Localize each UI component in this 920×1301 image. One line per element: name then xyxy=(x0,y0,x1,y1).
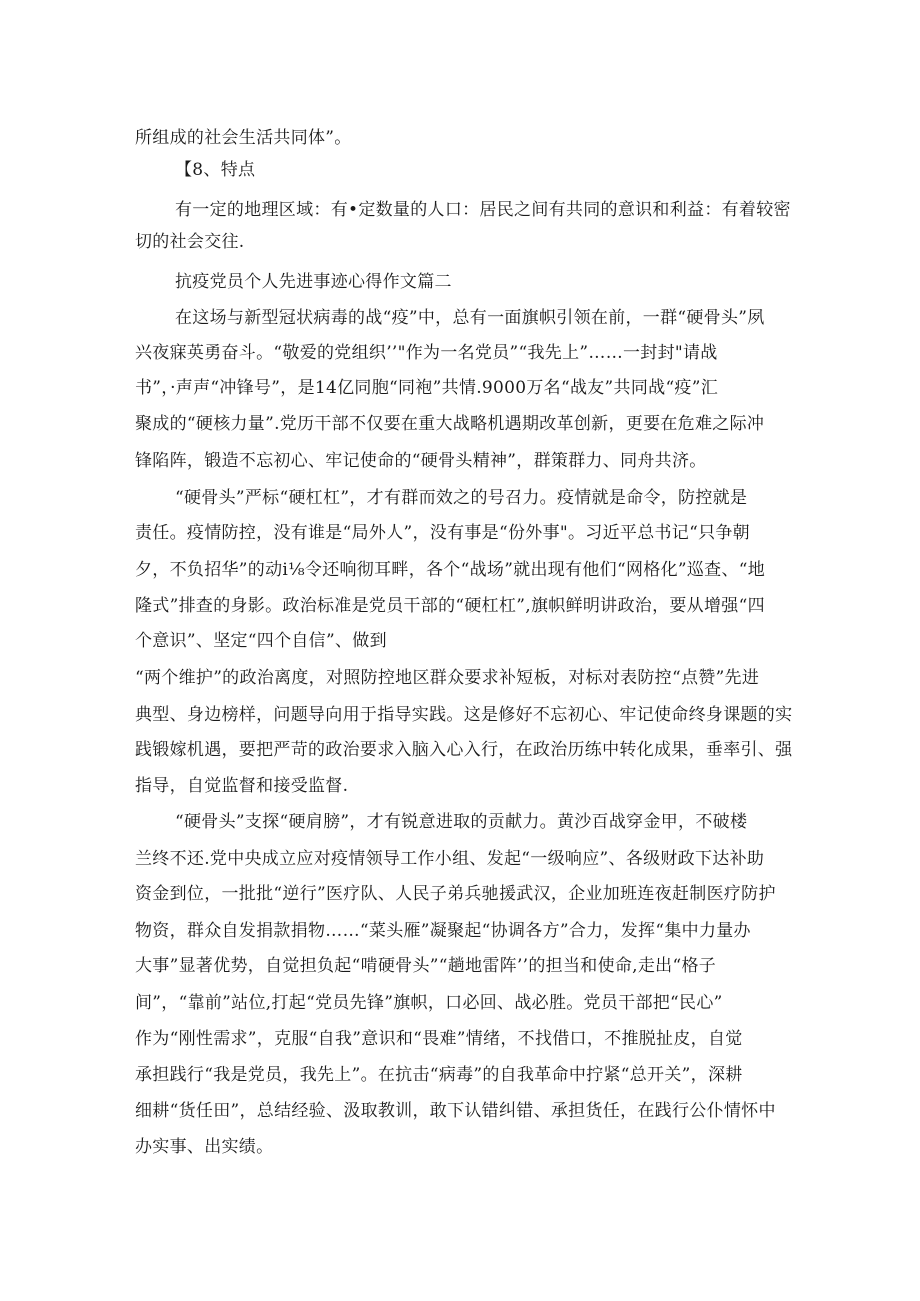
text-line: 责任。疫情防控，没有谁是“局外人”，没有事是“份外事"。习近平总书记“只争朝 xyxy=(135,523,750,543)
text-line: “硬骨头”严标“硬杠杠”，才有群而效之的号召力。疫情就是命令，防控就是 xyxy=(175,488,748,508)
text-line: 物资，群众自发捐款捐物……“菜头雁”凝聚起“协调各方”合力，发挥“集中力量办 xyxy=(135,921,751,941)
text-line: 聚成的“硬核力量”.党历干部不仅要在重大战略机遇期改革创新，更要在危难之际冲 xyxy=(135,414,765,434)
text-line: “两个维护”的政治离度，对照防控地区群众要求补短板，对标对表防控“点赞”先进 xyxy=(135,668,760,688)
text-line: 所组成的社会生活共同体”。 xyxy=(135,128,352,148)
text-line: 大事”显著优势，自觉担负起“啃硬骨头”“趟地雷阵’’的担当和使命,走出“格子 xyxy=(135,956,717,976)
text-line: 锋陷阵，锻造不忘初心、牢记使命的“硬骨头精神”，群策群力、同舟共济。 xyxy=(135,451,707,471)
text-line: “硬骨头”支探“硬肩膀”，才有锐意进取的贡献力。黄沙百战穿金甲，不破楼 xyxy=(175,812,748,832)
text-line: 资金到位，一批批“逆行”医疗队、人民子弟兵驰援武汉，企业加班连夜赶制医疗防护 xyxy=(135,884,776,904)
text-line: 典型、身边榜样，问题导向用于指导实践。这是修好不忘初心、牢记使命终身课题的实 xyxy=(135,705,793,725)
article-title: 抗疫党员个人先进事迹心得作文篇二 xyxy=(175,272,452,292)
text-line: 指导，自觉监督和接受监督. xyxy=(135,776,349,796)
text-line: 间”，“靠前”站位,打起“党员先锋”旗帜，口必回、战必胜。党员干部把“民心” xyxy=(135,993,723,1013)
text-line: 办实事、出实绩。 xyxy=(135,1137,274,1157)
text-line: 兰终不还.党中央成立应对疫情领导工作小组、发起“一级响应”、各级财政下达补助 xyxy=(135,849,765,869)
text-line: 承担践行“我是党员，我先上”。在抗击“病毒”的自我革命中拧紧“总开关”，深耕 xyxy=(135,1065,743,1085)
text-line: 作为“刚性需求”，克服“自我”意识和“畏难”情绪，不找借口，不推脱扯皮，自觉 xyxy=(135,1029,743,1049)
text-line: 兴夜寐英勇奋斗。“敬爱的党组织’’"作为一名党员”“我先上”……一封封"请战 xyxy=(135,343,718,363)
text-line: 细耕“货任田”，总结经验、汲取教训，敢下认错纠错、承担货任，在践行公仆情怀中 xyxy=(135,1101,776,1121)
text-line: 个意识”、坚定“四个自信”、做到 xyxy=(135,631,387,651)
text-line: 夕，不负招华”的动i⅛令还响彻耳畔，各个“战场”就出现有他们“网格化”巡查、“地 xyxy=(135,560,766,580)
text-line: 隆式”排查的身影。政治标准是党员干部的“硬杠杠”,旗帜鲜明讲政治，要从增强“四 xyxy=(135,596,765,616)
section-heading: 【8、特点 xyxy=(175,160,256,180)
text-line: 践锻嫁机遇，要把严苛的政治要求入脑入心入行，在政治历练中转化成果，垂率引、强 xyxy=(135,740,793,760)
text-line: 在这场与新型冠状病毒的战“疫”中，总有一面旗帜引领在前，一群“硬骨头”夙 xyxy=(175,308,765,328)
text-line: 有一定的地理区域：有•定数量的人口：居民之间有共同的意识和利益：有着较密 xyxy=(175,200,791,220)
text-line: 切的社会交往. xyxy=(135,232,245,252)
text-line: 书”，·声声“冲锋号”，是14亿同胞“同袍”共情.9000万名“战友”共同战“疫”汇 xyxy=(135,378,719,398)
